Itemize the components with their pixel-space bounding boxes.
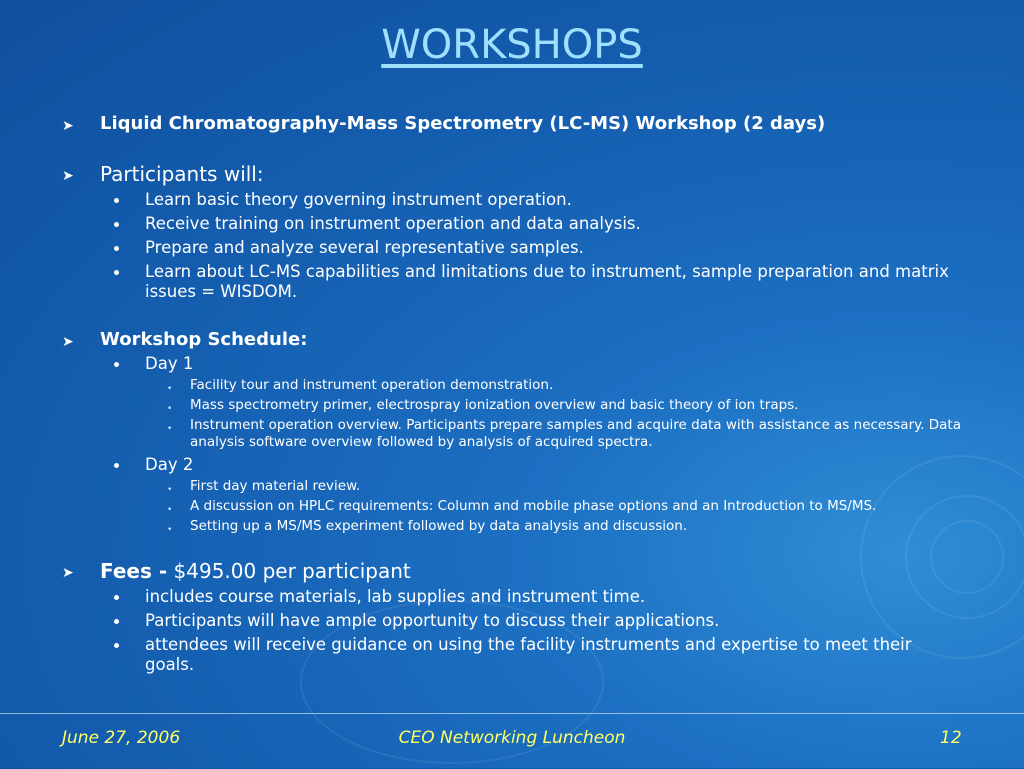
- small-bullet-icon: •: [167, 505, 173, 515]
- list-item: • A discussion on HPLC requirements: Column and mobile phase options and an Introduction to MS/MS.: [62, 498, 962, 515]
- small-bullet-icon: •: [167, 404, 173, 414]
- footer-page-number: 12: [940, 728, 962, 748]
- small-bullet-icon: •: [167, 485, 173, 495]
- dot-bullet-icon: [114, 463, 119, 468]
- workshop-heading: Liquid Chromatography-Mass Spectrometry (LC-MS) Workshop (2 days): [100, 113, 826, 134]
- list-item: Learn basic theory governing instrument operation.: [62, 190, 962, 210]
- arrow-bullet-icon: ➤: [62, 118, 74, 134]
- dot-bullet-icon: [114, 595, 119, 600]
- fees-heading-item: [62, 559, 962, 583]
- list-item: Prepare and analyze several representative samples.: [62, 238, 962, 258]
- list-item: • First day material review.: [62, 478, 962, 495]
- arrow-bullet-icon: ➤: [62, 168, 74, 184]
- list-item: includes course materials, lab supplies and instrument time.: [62, 587, 962, 607]
- schedule-heading-item: [62, 328, 962, 352]
- slide-footer: [0, 713, 1024, 769]
- schedule-heading: Workshop Schedule:: [100, 329, 308, 350]
- arrow-bullet-icon: ➤: [62, 565, 74, 581]
- slide-content: [62, 112, 962, 675]
- dot-bullet-icon: [114, 619, 119, 624]
- fees-amount: $495.00 per participant: [167, 559, 411, 583]
- participants-heading-item: [62, 162, 962, 186]
- dot-bullet-icon: [114, 643, 119, 648]
- arrow-bullet-icon: ➤: [62, 334, 74, 350]
- dot-bullet-icon: [114, 270, 119, 275]
- fees-label: Fees -: [100, 559, 168, 583]
- list-item: • Instrument operation overview. Participants prepare samples and acquire data with assistance as necessary. Data analysis software overview followed by analysis of acquired spectra.: [167, 417, 961, 450]
- list-item: Participants will have ample opportunity to discuss their applications.: [62, 611, 962, 631]
- workshop-heading-item: [62, 112, 962, 136]
- list-item: • Setting up a MS/MS experiment followed by data analysis and discussion.: [62, 518, 962, 535]
- dot-bullet-icon: [114, 362, 119, 367]
- list-item: • Mass spectrometry primer, electrospray ionization overview and basic theory of ion traps.: [62, 397, 962, 414]
- list-item: attendees will receive guidance on using the facility instruments and expertise to meet their goals.: [62, 635, 962, 675]
- small-bullet-icon: •: [167, 525, 173, 535]
- day-label: Day 1: [62, 354, 962, 374]
- footer-date: June 27, 2006: [62, 728, 181, 748]
- dot-bullet-icon: [114, 246, 119, 251]
- slide-title: WORKSHOPS: [381, 22, 643, 68]
- list-item: • Facility tour and instrument operation demonstration.: [62, 377, 962, 394]
- small-bullet-icon: •: [167, 384, 173, 394]
- small-bullet-icon: •: [167, 424, 173, 434]
- list-item: Receive training on instrument operation and data analysis.: [62, 214, 962, 234]
- dot-bullet-icon: [114, 222, 119, 227]
- list-item: Learn about LC-MS capabilities and limitations due to instrument, sample preparation and matrix issues = WISDOM.: [62, 262, 962, 302]
- day-label: Day 2: [62, 455, 962, 475]
- dot-bullet-icon: [114, 198, 119, 203]
- footer-event: CEO Networking Luncheon: [398, 728, 626, 748]
- participants-heading: Participants will:: [100, 162, 264, 186]
